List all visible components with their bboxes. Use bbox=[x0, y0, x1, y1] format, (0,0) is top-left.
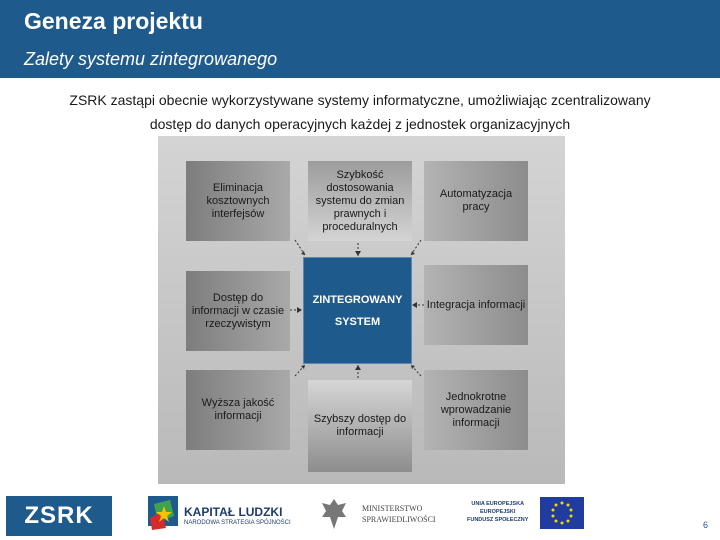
eu-text bbox=[467, 500, 528, 524]
kapital-ludzki-subtitle: NARODOWA STRATEGIA SPÓJNOŚCI bbox=[184, 520, 291, 526]
box-dostep-czas: Dostęp do informacji w czasie rzeczywistym bbox=[186, 271, 290, 351]
center-label-2: SYSTEM bbox=[334, 316, 381, 328]
kapital-ludzki-title: KAPITAŁ LUDZKI bbox=[184, 505, 283, 519]
page-subtitle: Zalety systemu zintegrowanego bbox=[24, 49, 278, 69]
eu-flag-icon bbox=[540, 497, 584, 529]
ministry-name bbox=[362, 503, 436, 525]
ministry-line-1: MINISTERSTWO bbox=[362, 504, 423, 513]
eu-line-3: FUNDUSZ SPOŁECZNY bbox=[467, 517, 529, 523]
box-szybszy-dostep: Szybszy dostęp do informacji bbox=[308, 380, 412, 472]
box-szybkosc-dostosowania: Szybkość dostosowania systemu do zmian prawnych i proceduralnych bbox=[308, 161, 412, 241]
box-automatyzacja: Automatyzacja pracy bbox=[424, 161, 528, 241]
page-number: 6 bbox=[702, 520, 708, 530]
box-eliminacja: Eliminacja kosztownych interfejsów bbox=[186, 161, 290, 241]
eu-line-1: UNIA EUROPEJSKA bbox=[471, 501, 525, 507]
box-wyzsza-jakosc: Wyższa jakość informacji bbox=[186, 370, 290, 450]
box-jednokrotne: Jednokrotne wprowadzanie informacji bbox=[424, 370, 528, 450]
page-title: Geneza projektu bbox=[24, 8, 203, 34]
intro-line-2: dostęp do danych operacyjnych każdej z jednostek organizacyjnych bbox=[149, 116, 571, 132]
box-integracja: Integracja informacji bbox=[424, 265, 528, 345]
intro-line-1: ZSRK zastąpi obecnie wykorzystywane systemy informatyczne, umożliwiając zcentralizowany bbox=[69, 92, 651, 108]
ministry-line-2: SPRAWIEDLIWOŚCI bbox=[362, 515, 436, 524]
kapital-ludzki-logo-icon bbox=[144, 494, 180, 534]
eagle-emblem-icon bbox=[320, 497, 348, 531]
center-label-1: ZINTEGROWANY bbox=[312, 294, 403, 306]
zsrk-logo: ZSRK bbox=[6, 496, 112, 536]
eu-line-2: EUROPEJSKI bbox=[479, 509, 516, 515]
